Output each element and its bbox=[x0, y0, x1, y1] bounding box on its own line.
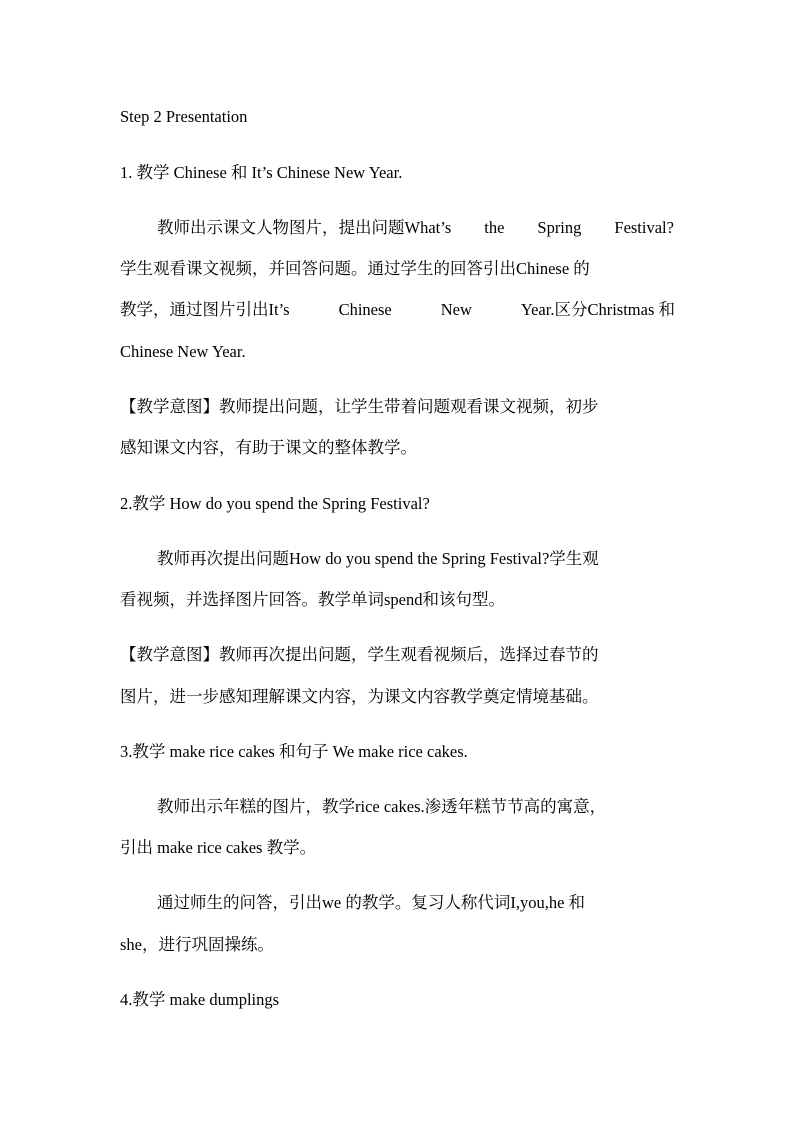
section-3-para-2-line-1: 通过师生的问答，引出we 的教学。复习人称代词I,you,he 和 bbox=[157, 893, 586, 912]
section-1-para-line-2: 学生观看课文视频，并回答问题。通过学生的回答引出Chinese 的 bbox=[120, 259, 590, 278]
section-1-para-line-3 bbox=[120, 299, 675, 321]
section-1-intent-line-1: 【教学意图】教师提出问题，让学生带着问题观看课文视频，初步 bbox=[120, 397, 599, 416]
text-segment: Year.区分Christmas 和 bbox=[520, 300, 675, 319]
section-1-para-line-4: Chinese New Year. bbox=[120, 342, 246, 361]
text-segment: 教师出示课文人物图片，提出问题What’s bbox=[157, 218, 452, 237]
section-3-para-1-line-2: 引出 make rice cakes 教学。 bbox=[120, 838, 317, 857]
section-2-intent-line-2: 图片，进一步感知理解课文内容，为课文内容教学奠定情境基础。 bbox=[120, 687, 599, 706]
section-2-intent-line-1: 【教学意图】教师再次提出问题，学生观看视频后，选择过春节的 bbox=[120, 645, 599, 664]
section-heading: Step 2 Presentation bbox=[120, 107, 248, 126]
section-1-para-line-1 bbox=[157, 217, 674, 239]
text-segment: the bbox=[484, 218, 505, 237]
text-segment: Chinese bbox=[338, 300, 392, 319]
section-4-title: 4.教学 make dumplings bbox=[120, 990, 280, 1009]
section-3-title: 3.教学 make rice cakes 和句子 We make rice cakes. bbox=[120, 742, 468, 761]
section-1-title: 1. 教学 Chinese 和 It’s Chinese New Year. bbox=[120, 163, 403, 182]
text-segment: New bbox=[440, 300, 472, 319]
section-1-intent-line-2: 感知课文内容，有助于课文的整体教学。 bbox=[120, 438, 417, 457]
text-segment: Festival? bbox=[614, 218, 674, 237]
section-2-title: 2.教学 How do you spend the Spring Festival? bbox=[120, 494, 430, 513]
section-3-para-2-line-2: she，进行巩固操练。 bbox=[120, 935, 274, 954]
text-segment: 教学，通过图片引出It’s bbox=[120, 300, 290, 319]
section-2-para-line-2: 看视频，并选择图片回答。教学单词spend和该句型。 bbox=[120, 590, 505, 609]
section-2-para-line-1: 教师再次提出问题How do you spend the Spring Festival?学生观 bbox=[157, 549, 599, 568]
text-segment: Spring bbox=[537, 218, 582, 237]
section-3-para-1-line-1: 教师出示年糕的图片，教学rice cakes.渗透年糕节节高的寓意， bbox=[157, 797, 607, 816]
